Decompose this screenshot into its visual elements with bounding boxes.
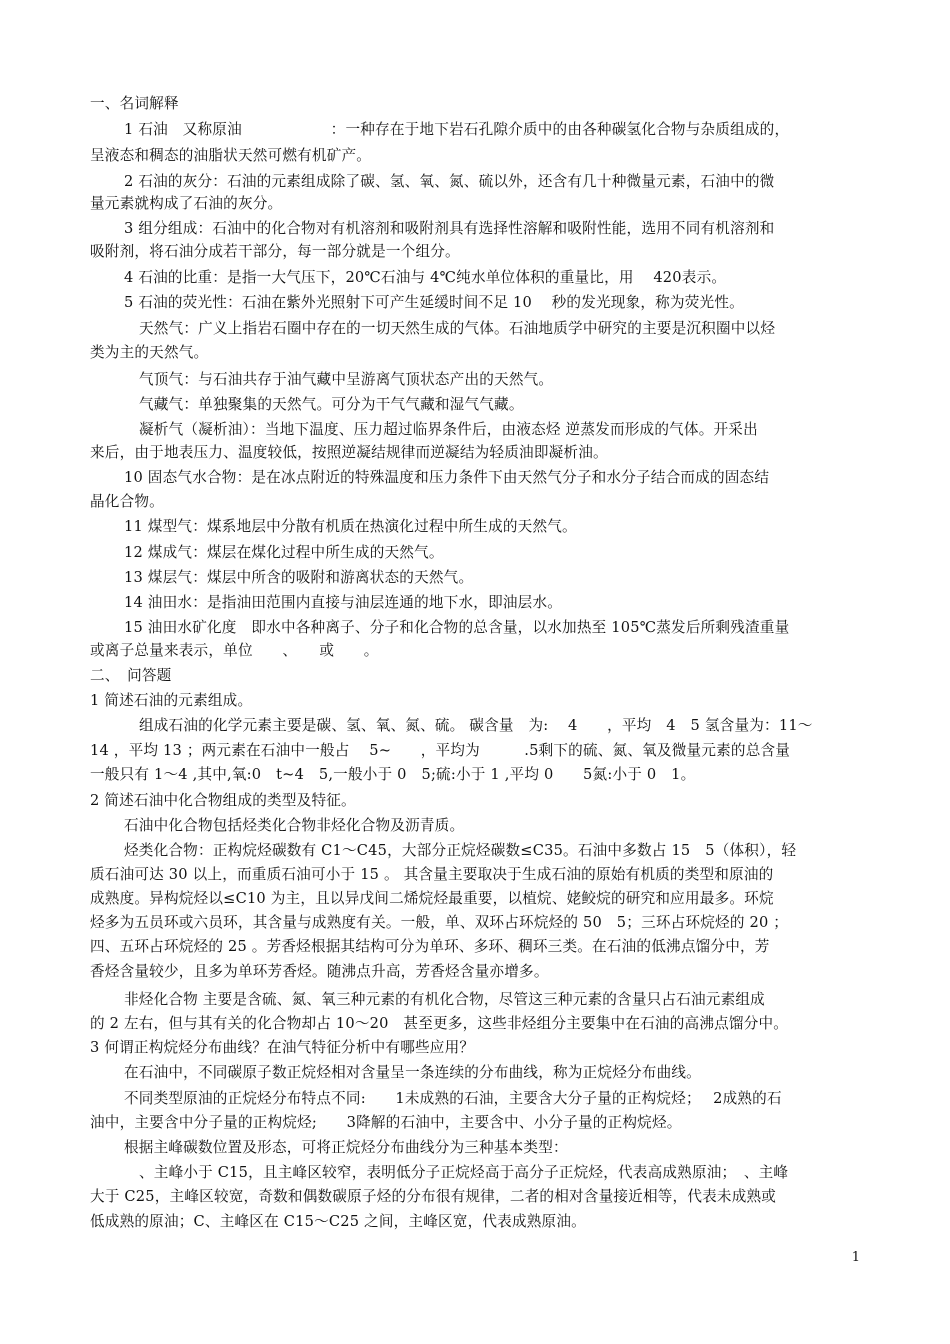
page-number: 1	[851, 1250, 860, 1265]
text-line: 吸附剂，将石油分成若干部分，每一部分就是一个组分。	[90, 243, 460, 260]
text-line: 质石油可达 30 以上，而重质石油可小于 15 。 其含量主要取决于生成石油的原始有机质的类型和原油的	[90, 866, 774, 883]
text-line: 1 石油 又称原油 ：一种存在于地下岩石孔隙介质中的由各种碳氢化合物与杂质组成的，	[124, 121, 790, 138]
text-line: 14 油田水：是指油田范围内直接与油层连通的地下水，即油层水。	[124, 594, 563, 611]
text-line: 类为主的天然气。	[90, 344, 209, 361]
text-line: 13 煤层气：煤层中所含的吸附和游离状态的天然气。	[124, 569, 474, 586]
text-line: 气藏气：单独聚集的天然气。可分为干气气藏和湿气气藏。	[139, 396, 524, 413]
text-line: 石油中化合物包括烃类化合物非烃化合物及沥青质。	[124, 817, 465, 834]
section-heading-2: 二、 问答题	[90, 667, 172, 684]
text-line: 来后，由于地表压力、温度较低，按照逆凝结规律而逆凝结为轻质油即凝析油。	[90, 444, 608, 461]
text-line: 油中，主要含中分子量的正构烷烃; 3降解的石油中，主要含中、小分子量的正构烷烃。	[90, 1114, 682, 1131]
section-heading-1: 一、名词解释	[90, 95, 179, 112]
text-line: 3 组分组成：石油中的化合物对有机溶剂和吸附剂具有选择性溶解和吸附性能，选用不同有机溶剂和	[124, 220, 775, 237]
text-line: 或离子总量来表示，单位 、 或 。	[90, 642, 379, 659]
text-line: 非烃化合物 主要是含硫、氮、氧三种元素的有机化合物，尽管这三种元素的含量只占石油元素组成	[124, 991, 765, 1008]
text-line: 11 煤型气：煤系地层中分散有机质在热演化过程中所生成的天然气。	[124, 518, 577, 535]
text-line: 组成石油的化学元素主要是碳、氢、氧、氮、硫。 碳含量 为: 4 ，平均 4 5 氢含量为：11～	[139, 717, 813, 734]
text-line: 根据主峰碳数位置及形态，可将正烷烃分布曲线分为三种基本类型：	[124, 1139, 568, 1156]
text-line: 5 石油的荧光性：石油在紫外光照射下可产生延缓时间不足 10 秒的发光现象，称为荧光性。	[124, 294, 744, 311]
text-line: 14 ，平均 13 ；两元素在石油中一般占 5~ ，平均为 .5剩下的硫、氮、氧及微量元素的总含量	[90, 742, 791, 759]
text-line: 呈液态和稠态的油脂状天然可燃有机矿产。	[90, 147, 372, 164]
question-heading: 2 简述石油中化合物组成的类型及特征。	[90, 792, 356, 809]
text-line: 2 石油的灰分：石油的元素组成除了碳、氢、氧、氮、硫以外，还含有几十种微量元素，石油中的微	[124, 173, 775, 190]
text-line: 烃类化合物：正构烷烃碳数有 C1～C45，大部分正烷烃碳数≤C35。石油中多数占 15 5（体积），轻	[124, 842, 797, 859]
text-line: 凝析气（凝析油）：当地下温度、压力超过临界条件后，由液态烃 逆蒸发而形成的气体。开采出	[139, 421, 758, 438]
text-line: 、主峰小于 C15，且主峰区较窄，表明低分子正烷烃高于高分子正烷烃，代表高成熟原油； 、主峰	[139, 1164, 789, 1181]
text-line: 烃多为五员环或六员环，其含量与成熟度有关。一般，单、双环占环烷烃的 50 5；三环占环烷烃的 20 ；	[90, 914, 789, 931]
text-line: 一般只有 1～4 ,其中,氧:0 t~4 5,一般小于 0 5;硫:小于 1 ,平均 0 5氮:小于 0 1。	[90, 766, 696, 783]
text-line: 香烃含量较少，且多为单环芳香烃。随沸点升高，芳香烃含量亦增多。	[90, 963, 549, 980]
text-line: 12 煤成气：煤层在煤化过程中所生成的天然气。	[124, 544, 444, 561]
text-line: 的 2 左右，但与其有关的化合物却占 10～20 甚至更多，这些非烃组分主要集中在石油的高沸点馏分中。	[90, 1015, 789, 1032]
text-line: 10 固态气水合物：是在冰点附近的特殊温度和压力条件下由天然气分子和水分子结合而成的固态结	[124, 469, 770, 486]
question-heading: 3 何谓正构烷烃分布曲线？在油气特征分析中有哪些应用？	[90, 1039, 475, 1056]
text-line: 量元素就构成了石油的灰分。	[90, 195, 283, 212]
text-line: 不同类型原油的正烷烃分布特点不同: 1未成熟的石油，主要含大分子量的正构烷烃； 2成熟的石	[124, 1090, 782, 1107]
text-line: 四、五环占环烷烃的 25 。芳香烃根据其结构可分为单环、多环、稠环三类。在石油的低沸点馏分中，芳	[90, 938, 770, 955]
text-line: 15 油田水矿化度 即水中各种离子、分子和化合物的总含量，以水加热至 105℃蒸发后所剩残渣重量	[124, 619, 790, 636]
text-line: 4 石油的比重：是指一大气压下，20℃石油与 4℃纯水单位体积的重量比，用 420表示。	[124, 269, 727, 286]
text-line: 大于 C25，主峰区较宽，奇数和偶数碳原子烃的分布很有规律，二者的相对含量接近相等，代表未成熟或	[90, 1188, 777, 1205]
text-line: 在石油中，不同碳原子数正烷烃相对含量呈一条连续的分布曲线，称为正烷烃分布曲线。	[124, 1064, 701, 1081]
text-line: 天然气：广义上指岩石圈中存在的一切天然生成的气体。石油地质学中研究的主要是沉积圈中以烃	[139, 320, 776, 337]
text-line: 低成熟的原油；C、主峰区在 C15～C25 之间，主峰区宽，代表成熟原油。	[90, 1213, 586, 1230]
text-line: 成熟度。异构烷烃以≤C10 为主，且以异戊间二烯烷烃最重要，以植烷、姥鲛烷的研究和应用最多。环烷	[90, 890, 774, 907]
text-line: 晶化合物。	[90, 493, 164, 510]
question-heading: 1 简述石油的元素组成。	[90, 692, 253, 709]
text-line: 气顶气：与石油共存于油气藏中呈游离气顶状态产出的天然气。	[139, 371, 554, 388]
